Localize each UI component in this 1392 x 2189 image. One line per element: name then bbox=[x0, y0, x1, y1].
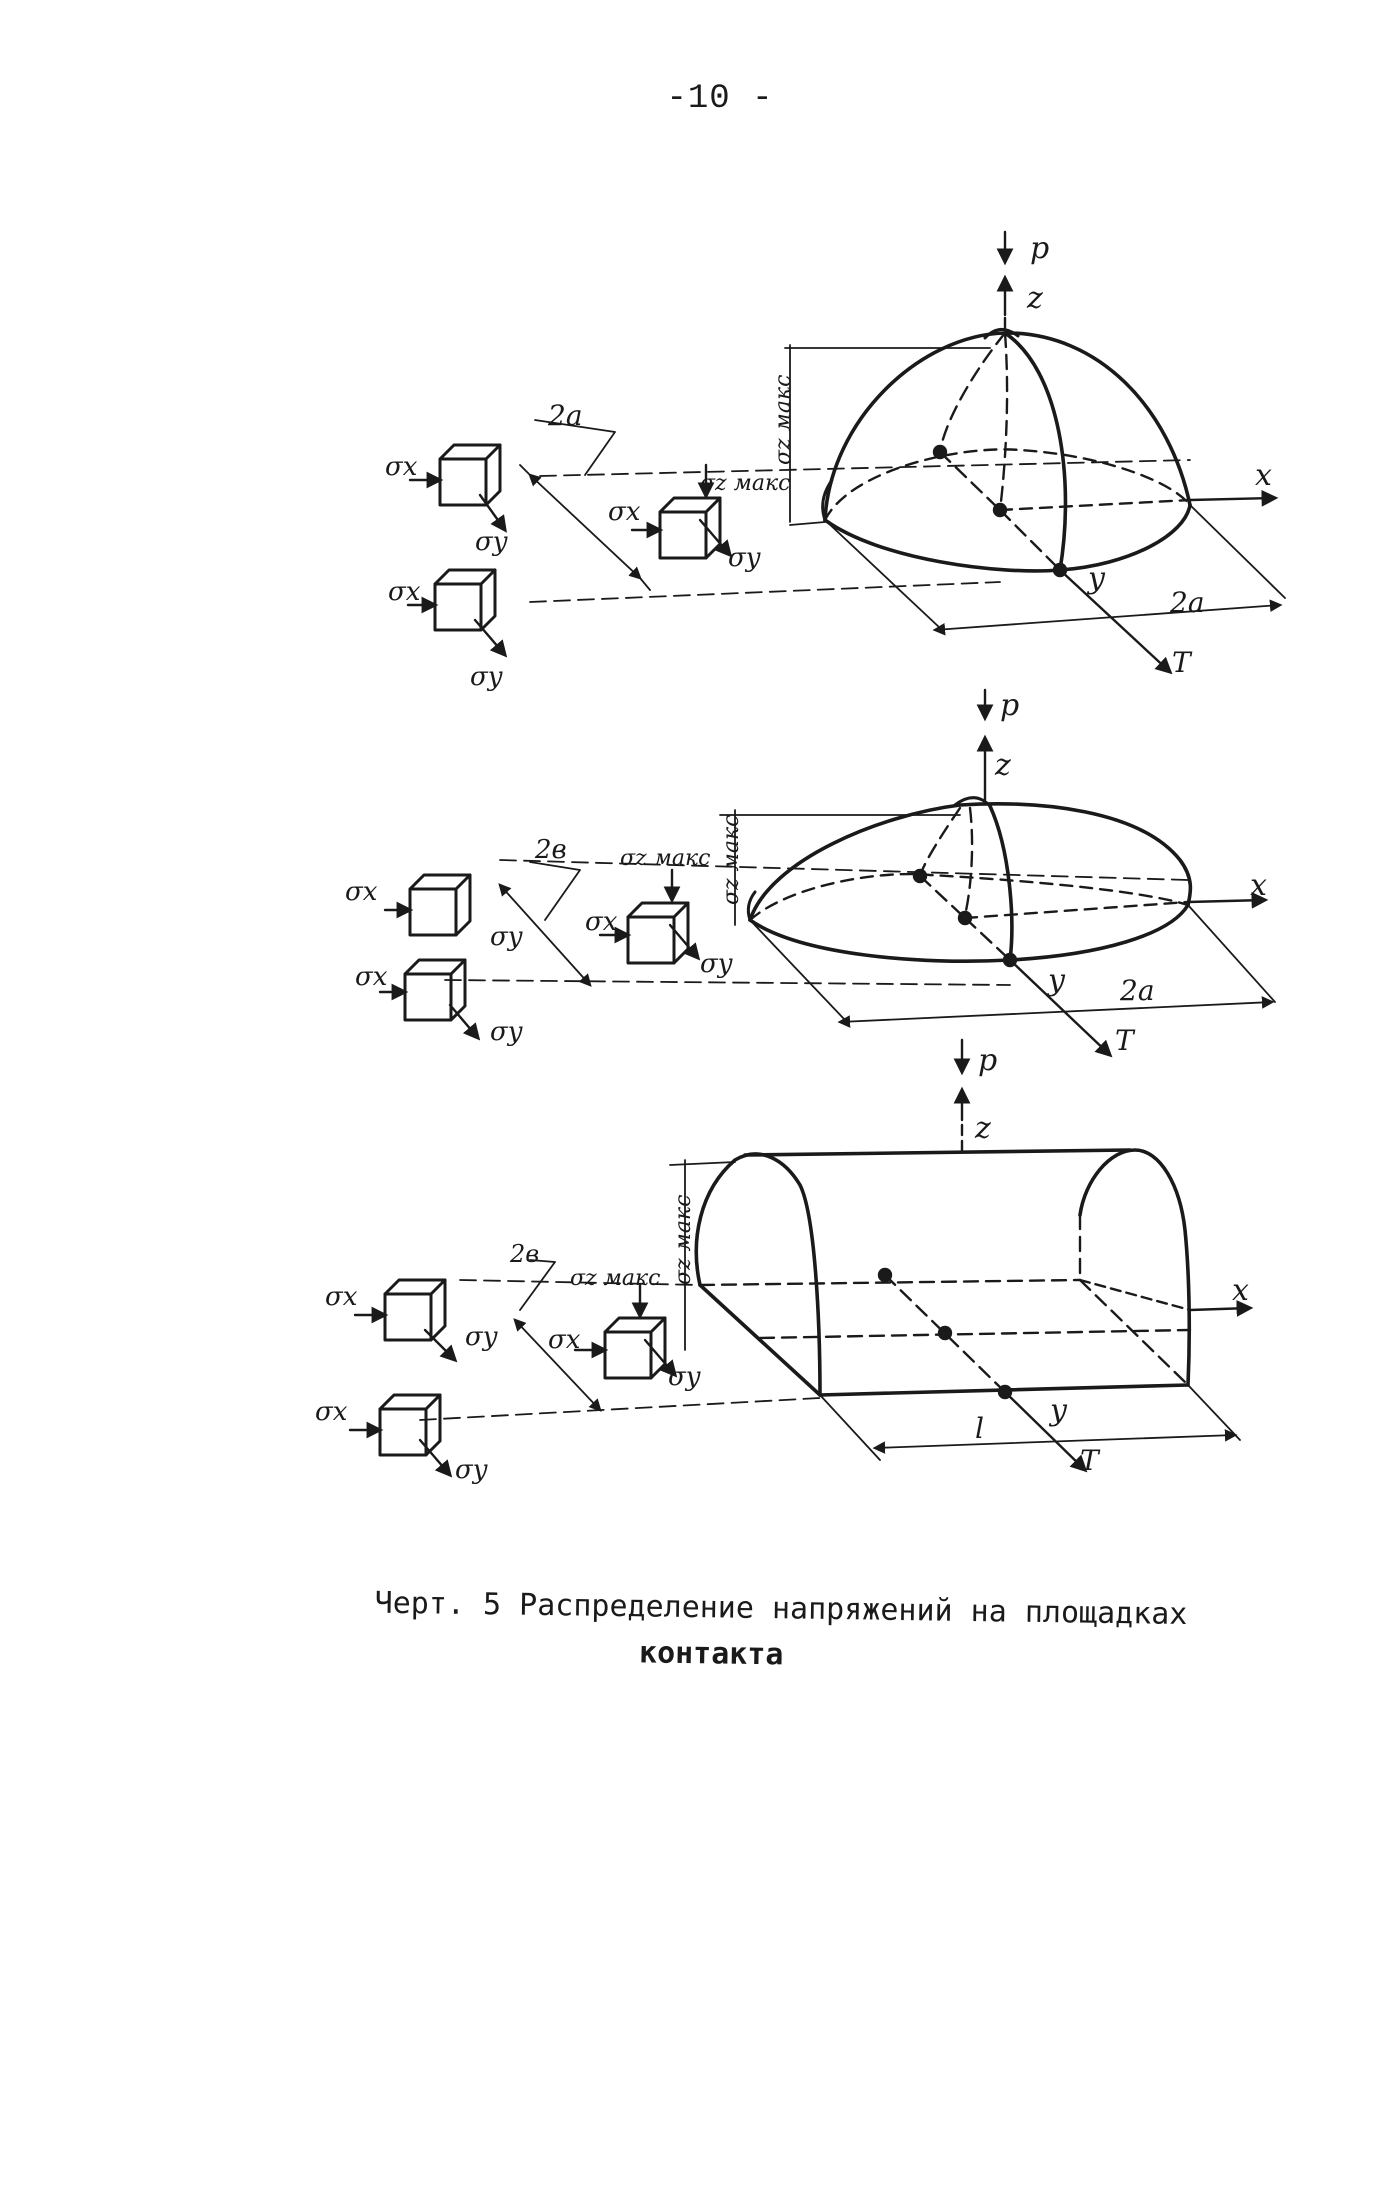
label-sigma-z-max-cube: σz макс bbox=[570, 1266, 661, 1291]
label-sy2: σy bbox=[668, 1362, 701, 1392]
x-axis bbox=[1190, 498, 1275, 500]
cylinder-front-arc bbox=[696, 1154, 820, 1395]
stress-cube-1 bbox=[410, 875, 470, 935]
t-axis bbox=[1005, 1392, 1085, 1470]
stress-cube-3 bbox=[435, 570, 495, 630]
label-p: p bbox=[978, 1043, 998, 1078]
label-p: p bbox=[1030, 231, 1050, 266]
label-2a-right: 2a bbox=[1170, 586, 1205, 619]
label-2b: 2в bbox=[535, 835, 567, 865]
label-sigma-z-max-vertical: σz макс bbox=[671, 1194, 696, 1285]
label-sx2: σx bbox=[548, 1325, 581, 1355]
label-sy2: σy bbox=[728, 543, 761, 573]
label-z: z bbox=[995, 748, 1011, 783]
label-z: z bbox=[975, 1111, 991, 1146]
label-t: T bbox=[1172, 646, 1191, 679]
label-sy3: σy bbox=[470, 662, 503, 692]
diagram-cylindrical bbox=[315, 1040, 1250, 1485]
t-axis bbox=[1060, 570, 1170, 672]
stress-cube-2 bbox=[628, 903, 688, 963]
label-2a-right: 2a bbox=[1120, 974, 1155, 1007]
page-number: -10 - bbox=[666, 80, 774, 118]
label-x: x bbox=[1250, 868, 1267, 903]
label-sx2: σx bbox=[585, 907, 618, 937]
label-sx2: σx bbox=[608, 497, 641, 527]
stress-cube-2 bbox=[605, 1318, 665, 1378]
label-sy3: σy bbox=[455, 1455, 488, 1485]
label-y: y bbox=[1088, 561, 1105, 596]
diagram-ellipsoid bbox=[385, 231, 1285, 692]
label-sx1: σx bbox=[325, 1282, 358, 1312]
caption-line-2: контакта bbox=[638, 1635, 784, 1673]
diagram-elliptic bbox=[345, 688, 1275, 1057]
label-l: l bbox=[975, 1412, 984, 1445]
dimension-l bbox=[875, 1435, 1235, 1448]
label-sigma-z-max-vertical: σz макс bbox=[771, 374, 796, 465]
label-x: x bbox=[1232, 1273, 1249, 1308]
label-sy1: σy bbox=[475, 527, 508, 557]
dimension-2a-right bbox=[935, 605, 1280, 630]
label-sx1: σx bbox=[345, 877, 378, 907]
label-z: z bbox=[1027, 281, 1043, 316]
label-t: T bbox=[1080, 1444, 1099, 1477]
label-t: T bbox=[1115, 1024, 1134, 1057]
label-sy1: σy bbox=[490, 922, 523, 952]
label-sx3: σx bbox=[355, 962, 388, 992]
label-sx1: σx bbox=[385, 452, 418, 482]
x-axis bbox=[1190, 1308, 1250, 1310]
stress-cube-3 bbox=[380, 1395, 440, 1455]
label-y: y bbox=[1048, 963, 1065, 998]
label-sy2: σy bbox=[700, 949, 733, 979]
label-sx3: σx bbox=[315, 1397, 348, 1427]
figure-caption bbox=[329, 1580, 1230, 1685]
label-sx3: σx bbox=[388, 577, 421, 607]
base-ellipse-front bbox=[825, 505, 1190, 571]
label-sigma-z-max-vertical: σz макс bbox=[719, 814, 744, 905]
label-2a: 2a bbox=[548, 399, 583, 432]
label-2b: 2в bbox=[510, 1240, 540, 1268]
label-sigma-z-max-cube: σz макс bbox=[620, 846, 711, 871]
caption-line-1: Черт. 5 Распределение напряжений на площадках bbox=[374, 1585, 1188, 1632]
label-sigma-z-max-cube: σz макс bbox=[700, 471, 791, 496]
stress-cube-2 bbox=[660, 498, 720, 558]
label-x: x bbox=[1255, 458, 1272, 493]
label-p: p bbox=[1000, 688, 1020, 723]
label-y: y bbox=[1050, 1393, 1067, 1428]
label-sy3: σy bbox=[490, 1017, 523, 1047]
stress-cube-1 bbox=[440, 445, 500, 505]
label-sy1: σy bbox=[465, 1322, 498, 1352]
stress-cube-1 bbox=[385, 1280, 445, 1340]
